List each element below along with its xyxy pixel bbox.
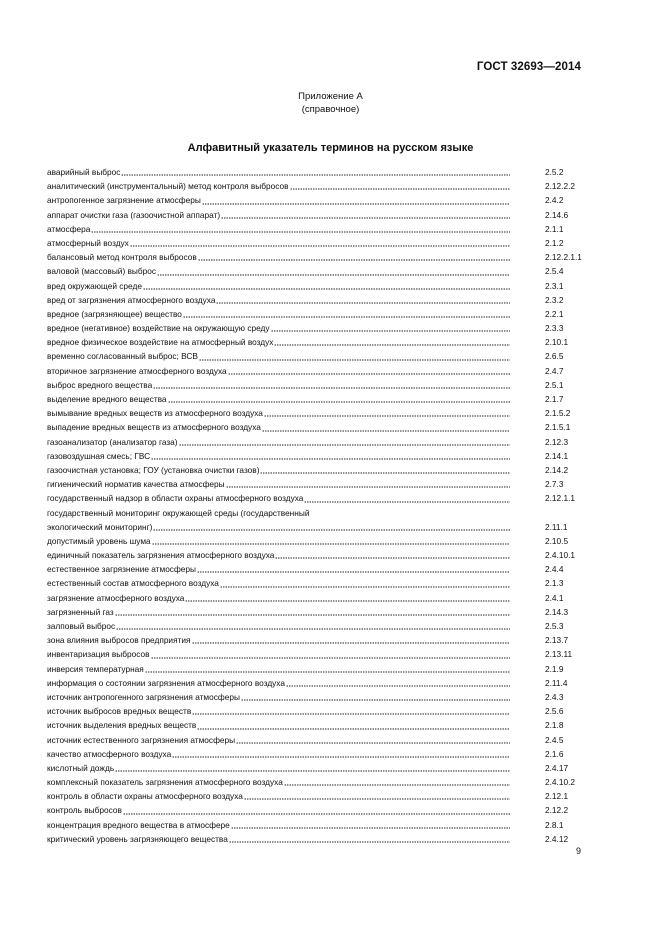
index-entry: [47, 236, 592, 250]
entry-clause-ref: 2.11.1: [545, 521, 568, 532]
index-entry: [47, 803, 592, 817]
index-title: Алфавитный указатель терминов на русском языке: [187, 142, 474, 154]
dot-leader: [121, 167, 510, 176]
entry-clause-ref: 2.4.4: [545, 564, 564, 575]
entry-term: газоанализатор (анализатор газа): [47, 436, 178, 447]
dot-leader: [202, 196, 510, 205]
entry-clause-ref: 2.3.1: [545, 280, 564, 291]
index-entry: [47, 633, 592, 647]
index-entry: [47, 619, 592, 633]
dot-leader: [143, 281, 510, 290]
dot-leader: [116, 621, 510, 630]
dot-leader: [91, 224, 510, 233]
entry-term: инверсия температурная: [47, 663, 144, 674]
index-entry: [47, 591, 592, 605]
index-entry: [47, 406, 592, 420]
dot-leader: [151, 650, 510, 659]
entry-term: аналитический (инструментальный) метод контроля выбросов: [47, 181, 289, 192]
entry-term-line1: государственный мониторинг окружающей среды (государственный: [47, 507, 310, 518]
entry-term: вторичное загрязнение атмосферного воздуха: [47, 365, 227, 376]
entry-term: вред от загрязнения атмосферного воздуха: [47, 294, 216, 305]
index-entry: [47, 718, 592, 732]
entry-clause-ref: 2.12.2.2: [545, 181, 575, 192]
appendix-title: Приложение А: [298, 91, 363, 102]
dot-leader: [260, 465, 510, 474]
dot-leader: [304, 494, 510, 503]
index-entry: [47, 690, 592, 704]
entry-clause-ref: 2.1.9: [545, 663, 564, 674]
entry-term: вымывание вредных веществ из атмосферного воздуха: [47, 408, 263, 419]
index-entry: [47, 250, 592, 264]
index-entry: [47, 321, 592, 335]
index-entry: [47, 293, 592, 307]
dot-leader: [153, 380, 510, 389]
dot-leader: [220, 579, 510, 588]
dot-leader: [185, 593, 510, 602]
dot-leader: [192, 635, 511, 644]
entry-term: информация о состоянии загрязнения атмосферного воздуха: [47, 677, 285, 688]
entry-term: критический уровень загрязняющего вещества: [47, 833, 228, 844]
entry-term: концентрация вредного вещества в атмосфере: [47, 819, 230, 830]
entry-term: вредное (негативное) воздействие на окружающую среду: [47, 323, 270, 334]
entry-clause-ref: 2.1.5.2: [545, 408, 571, 419]
entry-clause-ref: 2.13.7: [545, 635, 569, 646]
entry-clause-ref: 2.5.1: [545, 379, 564, 390]
index-entry: [47, 832, 592, 846]
dot-leader: [284, 777, 510, 786]
dot-leader: [192, 706, 510, 715]
entry-clause-ref: 2.7.3: [545, 479, 564, 490]
index-entry: [47, 264, 592, 278]
entry-clause-ref: 2.13.11: [545, 649, 573, 660]
index-entry: [47, 165, 592, 179]
dot-leader: [172, 749, 510, 758]
entry-term: временно согласованный выброс; ВСВ: [47, 351, 198, 362]
dot-leader: [183, 309, 510, 318]
dot-leader: [179, 437, 510, 446]
entry-term: вредное физическое воздействие на атмосферный воздух: [47, 337, 274, 348]
index-entry: [47, 789, 592, 803]
entry-clause-ref: 2.1.3: [545, 578, 564, 589]
entry-clause-ref: 2.5.2: [545, 167, 564, 177]
index-entry: [47, 335, 592, 349]
entry-clause-ref: 2.5.3: [545, 621, 564, 631]
dot-leader: [228, 366, 510, 375]
entry-term: контроль в области охраны атмосферного воздуха: [47, 791, 243, 802]
entry-clause-ref: 2.1.6: [545, 748, 564, 759]
index-entry: [47, 662, 592, 676]
entry-clause-ref: 2.4.7: [545, 365, 564, 376]
dot-leader: [123, 806, 510, 815]
index-entry: [47, 449, 592, 463]
dot-leader: [271, 323, 510, 332]
dot-leader: [168, 394, 510, 403]
entry-clause-ref: 2.3.3: [545, 323, 564, 334]
entry-clause-ref: 2.4.17: [545, 762, 569, 773]
dot-leader: [130, 238, 510, 247]
entry-clause-ref: 2.1.1: [545, 223, 564, 234]
index-entry: [47, 477, 592, 491]
entry-clause-ref: 2.10.5: [545, 535, 569, 546]
entry-term: залповый выброс: [47, 621, 116, 631]
index-entry: [47, 222, 592, 236]
dot-leader: [231, 820, 510, 829]
index-entry: [47, 378, 592, 392]
index-entry: [47, 179, 592, 193]
entry-clause-ref: 2.4.12: [545, 833, 569, 844]
entry-term: выделение вредного вещества: [47, 394, 167, 404]
entry-clause-ref: 2.14.3: [545, 606, 569, 617]
entry-term: антропогенное загрязнение атмосферы: [47, 195, 201, 206]
index-entry: [47, 605, 592, 619]
entry-clause-ref: 2.5.6: [545, 706, 564, 717]
dot-leader: [216, 295, 510, 304]
entry-term: контроль выбросов: [47, 805, 122, 816]
entry-term: атмосфера: [47, 223, 91, 234]
entry-clause-ref: 2.12.1: [545, 791, 569, 802]
entry-term: вредное (загрязняющее) вещество: [47, 308, 182, 319]
index-entry: [47, 463, 592, 477]
index-entry: [47, 576, 592, 590]
dot-leader: [221, 210, 510, 219]
entry-clause-ref: 2.1.2: [545, 237, 564, 248]
dot-leader: [115, 607, 510, 616]
index-entry: [47, 364, 592, 378]
entry-clause-ref: 2.4.1: [545, 592, 564, 603]
index-entry: [47, 193, 592, 207]
entry-clause-ref: 2.5.4: [545, 266, 564, 277]
entry-term: естественный состав атмосферного воздуха: [47, 578, 219, 589]
entry-term: газоочистная установка; ГОУ (установка очистки газов): [47, 464, 260, 475]
dot-leader: [157, 267, 510, 276]
entry-clause-ref: 2.12.3: [545, 436, 569, 447]
dot-leader: [115, 763, 510, 772]
dot-leader: [197, 564, 510, 573]
appendix-heading: [0, 90, 661, 116]
standard-code: ГОСТ 32693—2014: [476, 61, 581, 73]
entry-term: допустимый уровень шума: [47, 535, 151, 546]
dot-leader: [244, 791, 510, 800]
entry-clause-ref: 2.12.1.1: [545, 493, 575, 504]
dot-leader: [199, 352, 510, 361]
entry-clause-ref: 2.4.2: [545, 195, 564, 206]
index-entry: [47, 704, 592, 718]
index-entry: [47, 747, 592, 761]
entry-term: выпадение вредных веществ из атмосферного воздуха: [47, 422, 261, 433]
dot-leader: [264, 408, 510, 417]
dot-leader: [286, 678, 510, 687]
entry-term: источник антропогенного загрязнения атмосферы: [47, 691, 240, 702]
entry-clause-ref: 2.11.4: [545, 677, 568, 688]
entry-term: государственный надзор в области охраны атмосферного воздуха: [47, 493, 304, 504]
entry-term: источник выделения вредных веществ: [47, 720, 197, 731]
index-entry: [47, 676, 592, 690]
index-entry: [47, 435, 592, 449]
entry-clause-ref: 2.10.1: [545, 337, 569, 348]
index-entry: [47, 307, 592, 321]
index-entry: [47, 761, 592, 775]
dot-leader: [153, 522, 510, 531]
entry-term: валовой (массовый) выброс: [47, 266, 157, 277]
entry-clause-ref: 2.1.7: [545, 394, 564, 404]
index-entry: [47, 647, 592, 661]
index-entry: [47, 279, 592, 293]
entry-clause-ref: 2.1.5.1: [545, 422, 571, 433]
entry-term: загрязненный газ: [47, 606, 114, 617]
entry-term: загрязнение атмосферного воздуха: [47, 592, 185, 603]
index-entry: [47, 818, 592, 832]
dot-leader: [262, 423, 510, 432]
dot-leader: [236, 735, 510, 744]
entry-clause-ref: 2.12.2: [545, 805, 569, 816]
entry-clause-ref: 2.6.5: [545, 351, 564, 362]
entry-clause-ref: 2.1.8: [545, 720, 564, 731]
entry-term: аварийный выброс: [47, 167, 121, 177]
entry-term: аппарат очистки газа (газоочистной аппарат): [47, 209, 221, 220]
dot-leader: [145, 664, 510, 673]
entry-clause-ref: 2.4.10.2: [545, 777, 575, 788]
entry-clause-ref: 2.2.1: [545, 308, 564, 319]
entry-term: естественное загрязнение атмосферы: [47, 564, 196, 575]
entry-term: кислотный дождь: [47, 762, 115, 773]
index-entry: [47, 562, 592, 576]
dot-leader: [290, 181, 511, 190]
entry-clause-ref: 2.8.1: [545, 819, 564, 830]
index-entry: [47, 349, 592, 363]
dot-leader: [275, 550, 510, 559]
entry-term: качество атмосферного воздуха: [47, 748, 172, 759]
index-entry: [47, 506, 592, 534]
entry-term: зона влияния выбросов предприятия: [47, 635, 191, 646]
appendix-note: (справочное): [301, 104, 360, 115]
entry-term: газовоздушная смесь; ГВС: [47, 450, 151, 461]
entry-clause-ref: 2.4.3: [545, 691, 564, 702]
dot-leader: [274, 337, 510, 346]
entry-term: источник выбросов вредных веществ: [47, 706, 192, 717]
entry-term: инвентаризация выбросов: [47, 649, 150, 660]
index-entry: [47, 392, 592, 406]
entry-clause-ref: 2.12.2.1.1: [545, 252, 582, 263]
page-number: 9: [575, 846, 581, 856]
entry-term: гигиенический норматив качества атмосферы: [47, 479, 225, 490]
term-index-list: [47, 165, 592, 846]
entry-clause-ref: 2.4.5: [545, 734, 564, 745]
index-entry: [47, 548, 592, 562]
dot-leader: [151, 451, 510, 460]
dot-leader: [241, 692, 510, 701]
entry-term: единичный показатель загрязнения атмосферного воздуха: [47, 550, 275, 561]
entry-term: балансовый метод контроля выбросов: [47, 252, 197, 263]
entry-clause-ref: 2.4.10.1: [545, 550, 575, 561]
entry-term: источник естественного загрязнения атмосферы: [47, 734, 236, 745]
entry-term: комплексный показатель загрязнения атмосферного воздуха: [47, 777, 283, 788]
entry-clause-ref: 2.14.2: [545, 464, 569, 475]
entry-term: выброс вредного вещества: [47, 379, 153, 390]
entry-term: атмосферный воздух: [47, 237, 129, 248]
dot-leader: [197, 721, 510, 730]
entry-term: вред окружающей среде: [47, 280, 142, 291]
index-entry: [47, 534, 592, 548]
entry-clause-ref: 2.14.1: [545, 450, 569, 461]
dot-leader: [198, 252, 510, 261]
index-entry: [47, 775, 592, 789]
index-entry: [47, 491, 592, 505]
entry-term: экологический мониторинг): [47, 521, 153, 532]
entry-clause-ref: 2.3.2: [545, 294, 564, 305]
dot-leader: [226, 479, 510, 488]
entry-clause-ref: 2.14.6: [545, 209, 569, 220]
dot-leader: [152, 536, 510, 545]
index-entry: [47, 420, 592, 434]
dot-leader: [229, 834, 510, 843]
index-entry: [47, 733, 592, 747]
index-entry: [47, 208, 592, 222]
